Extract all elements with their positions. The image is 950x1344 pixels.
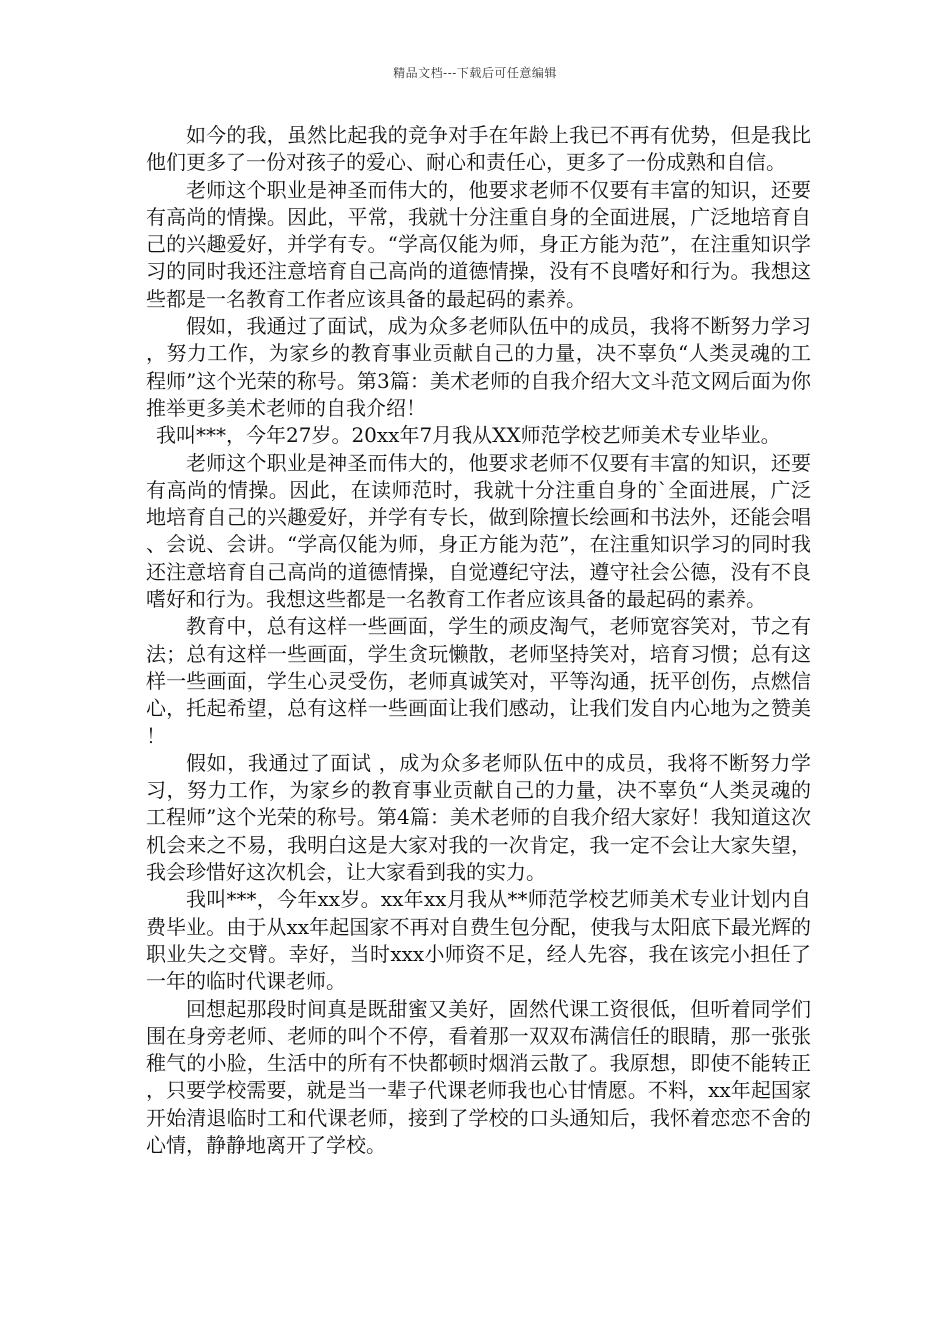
paragraph: 回想起那段时间真是既甜蜜又美好，固然代课工资很低，但听着同学们围在身旁老师、老师的叫个不停，看着那一双双布满信任的眼睛，那一张张稚气的小脸，生活中的所有不快都顿时烟消云散了。我原想，即使不能转正，只要学校需要，就是当一辈子代课老师我也心甘情愿。不料，xx年起国家开始清退临时工和代课老师，接到了学校的口头通知后，我怀着恋恋不舍的心情，静静地离开了学校。 xyxy=(146,996,811,1157)
paragraph: 假如，我通过了面试 ，成为众多老师队伍中的成员，我将不断努力学习，努力工作，为家乡的教育事业贡献自己的力量，决不辜负“人类灵魂的工程师”这个光荣的称号。第4篇：美术老师的自我介绍大家好！我知道这次机会来之不易，我明白这是大家对我的一次肯定，我一定不会让大家失望，我会珍惜好这次机会，让大家看到我的实力。 xyxy=(146,750,811,885)
paragraph: 如今的我，虽然比起我的竞争对手在年龄上我已不再有优势，但是我比他们更多了一份对孩子的爱心、耐心和责任心，更多了一份成熟和自信。 xyxy=(146,123,811,175)
paragraph: 教育中，总有这样一些画面，学生的顽皮淘气，老师宽容笑对，节之有法；总有这样一些画面，学生贪玩懒散，老师坚持笑对，培育习惯；总有这样一些画面，学生心灵受伤，老师真诚笑对，平等沟通，抚平创伤，点燃信心，托起希望，总有这样一些画面让我们感动，让我们发自内心地为之赞美！ xyxy=(146,614,811,748)
paragraph: 我叫***，今年27岁。20xx年7月我从XX师范学校艺师美术专业毕业。 xyxy=(156,423,781,448)
paragraph: 老师这个职业是神圣而伟大的，他要求老师不仅要有丰富的知识，还要有高尚的情操。因此，平常，我就十分注重自身的全面进展，广泛地培育自己的兴趣爱好，并学有专。“学高仅能为师，身正方能为范”，在注重知识学习的同时我还注意培育自己高尚的道德情操，没有不良嗜好和行为。我想这些都是一名教育工作者应该具备的最起码的素养。 xyxy=(146,177,811,311)
paragraph: 我叫***，今年xx岁。xx年xx月我从**师范学校艺师美术专业计划内自费毕业。由于从xx年起国家不再对自费生包分配，使我与太阳底下最光辉的职业失之交臂。幸好，当时xxx小师资不足，经人先容，我在该完小担任了一年的临时代课老师。 xyxy=(146,887,811,994)
paragraph: 假如，我通过了面试，成为众多老师队伍中的成员，我将不断努力学习，努力工作，为家乡的教育事业贡献自己的力量，决不辜负“人类灵魂的工程师”这个光荣的称号。第3篇：美术老师的自我介绍大文斗范文网后面为你推举更多美术老师的自我介绍！ xyxy=(146,314,811,420)
paragraph: 老师这个职业是神圣而伟大的，他要求老师不仅要有丰富的知识，还要有高尚的情操。因此，在读师范时，我就十分注重自身的`全面进展，广泛地培育自己的兴趣爱好，并学有专长，做到除擅长绘画和书法外，还能会唱、会说、会讲。“学高仅能为师，身正方能为范”，在注重知识学习的同时我还注意培育自己高尚的道德情操，自觉遵纪守法，遵守社会公德，没有不良嗜好和行为。我想这些都是一名教育工作者应该具备的最起码的素养。 xyxy=(146,450,811,612)
page-header: 精品文档---下载后可任意编辑 xyxy=(393,66,557,80)
document-body xyxy=(146,122,811,1159)
